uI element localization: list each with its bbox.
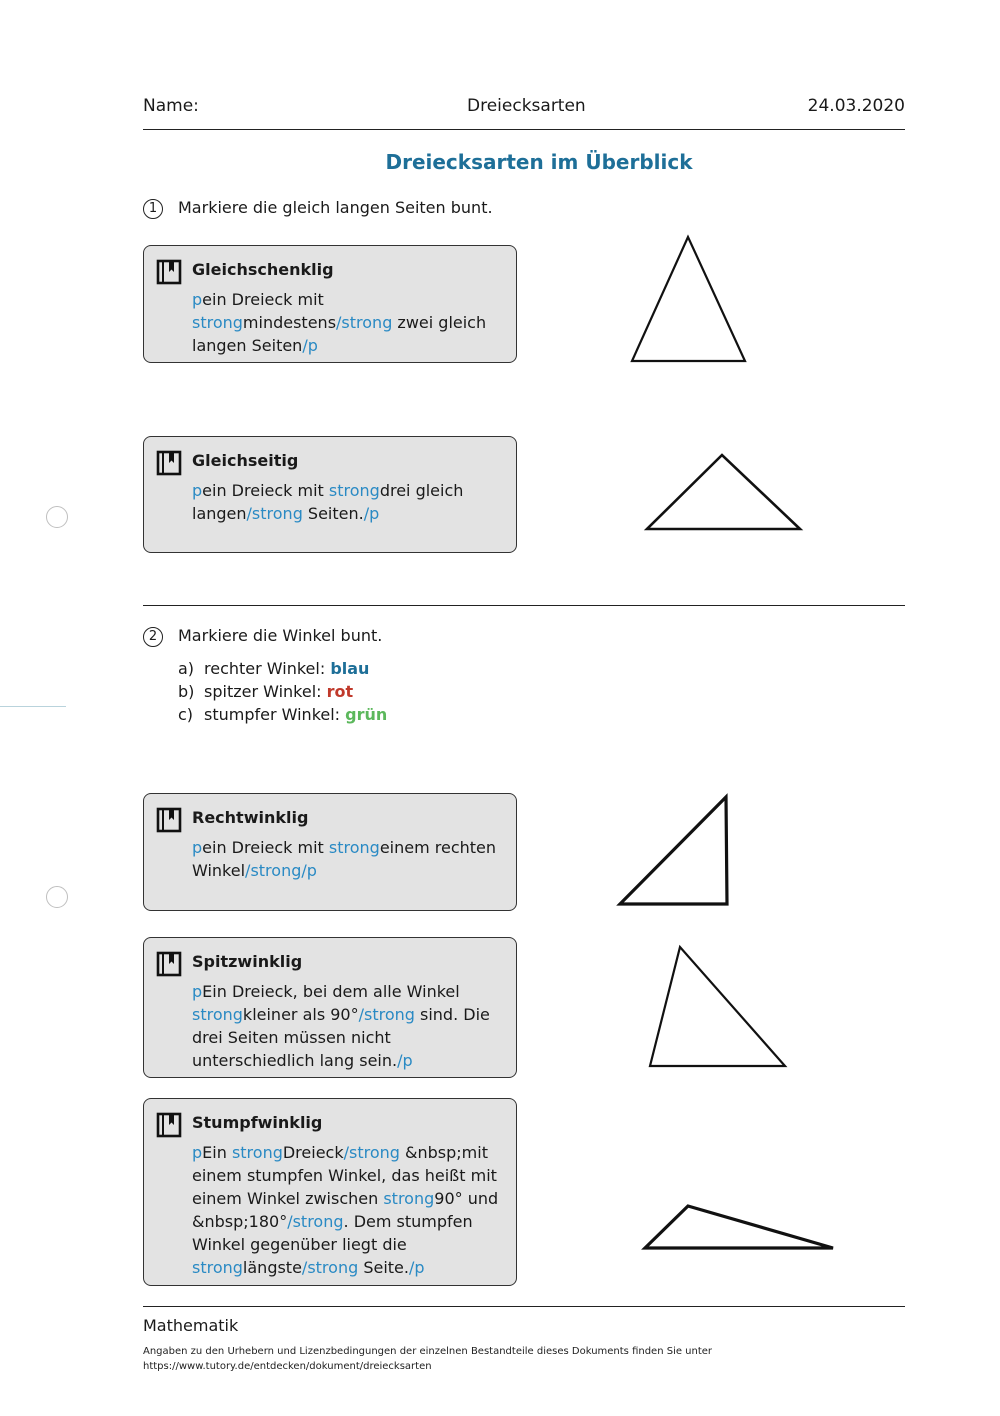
box-definition: pEin Dreieck, bei dem alle Winkel strongkleiner als 90°/strong sind. Die drei Seiten müssen nicht unterschiedlich lang sein./p [192, 982, 490, 1070]
box-title: Stumpfwinklig [192, 1113, 323, 1132]
name-label: Name: [143, 96, 199, 116]
definition-box-stumpfwinklig [143, 1098, 517, 1286]
box-title: Gleichschenklig [192, 260, 334, 279]
page-title: Dreiecksarten im Überblick [385, 150, 693, 174]
section-divider [143, 605, 905, 606]
task1-instruction: Markiere die gleich langen Seiten bunt. [178, 198, 493, 217]
book-bookmark-icon [156, 1112, 182, 1138]
book-bookmark-icon [156, 951, 182, 977]
definition-box-gleichschenklig [143, 245, 517, 363]
task2-instruction: Markiere die Winkel bunt. [178, 626, 383, 645]
triangle-right [612, 790, 737, 912]
task2-number: 2 [143, 627, 163, 647]
fold-mark [0, 706, 66, 707]
definition-box-rechtwinklig [143, 793, 517, 911]
header-rule [143, 129, 905, 130]
footer-license-text: Angaben zu den Urhebern und Lizenzbedingungen der einzelnen Bestandteile dieses Dokuments finden Sie unter [143, 1346, 713, 1357]
book-bookmark-icon [156, 450, 182, 476]
definition-box-spitzwinklig [143, 937, 517, 1078]
punch-hole-mark [46, 506, 68, 528]
book-bookmark-icon [156, 259, 182, 285]
box-title: Rechtwinklig [192, 808, 309, 827]
footer-subject: Mathematik [143, 1316, 239, 1335]
footer-license-url[interactable]: https://www.tutory.de/entdecken/dokument/dreiecksarten [143, 1361, 432, 1372]
triangle-equilateral [640, 448, 810, 538]
box-definition: pein Dreieck mit strongmindestens/strong zwei gleich langen Seiten/p [192, 290, 487, 355]
footer-rule [143, 1306, 905, 1307]
angle-item-c: c) stumpfer Winkel: grün [178, 705, 388, 724]
triangle-acute [640, 938, 795, 1073]
box-definition: pein Dreieck mit strongdrei gleich langen/strong Seiten./p [192, 481, 464, 523]
footer-license [143, 1344, 712, 1374]
box-definition: pein Dreieck mit strongeinem rechten Winkel/strong/p [192, 838, 497, 880]
header-title: Dreiecksarten [467, 96, 586, 116]
box-title: Gleichseitig [192, 451, 299, 470]
task1-number: 1 [143, 199, 163, 219]
punch-hole-mark [46, 886, 68, 908]
angle-item-a: a) rechter Winkel: blau [178, 659, 370, 678]
triangle-isosceles [620, 230, 760, 370]
definition-box-gleichseitig [143, 436, 517, 553]
header-date: 24.03.2020 [807, 96, 905, 116]
book-bookmark-icon [156, 807, 182, 833]
triangle-obtuse [636, 1195, 841, 1257]
angle-item-b: b) spitzer Winkel: rot [178, 682, 354, 701]
box-title: Spitzwinklig [192, 952, 303, 971]
box-definition: pEin strongDreieck/strong &nbsp;mit einem stumpfen Winkel, das heißt mit einem Winkel zwischen strong90° und &nbsp;180°/strong. Dem stumpfen Winkel gegenüber liegt die stronglängste/strong Seite./p [192, 1143, 499, 1277]
